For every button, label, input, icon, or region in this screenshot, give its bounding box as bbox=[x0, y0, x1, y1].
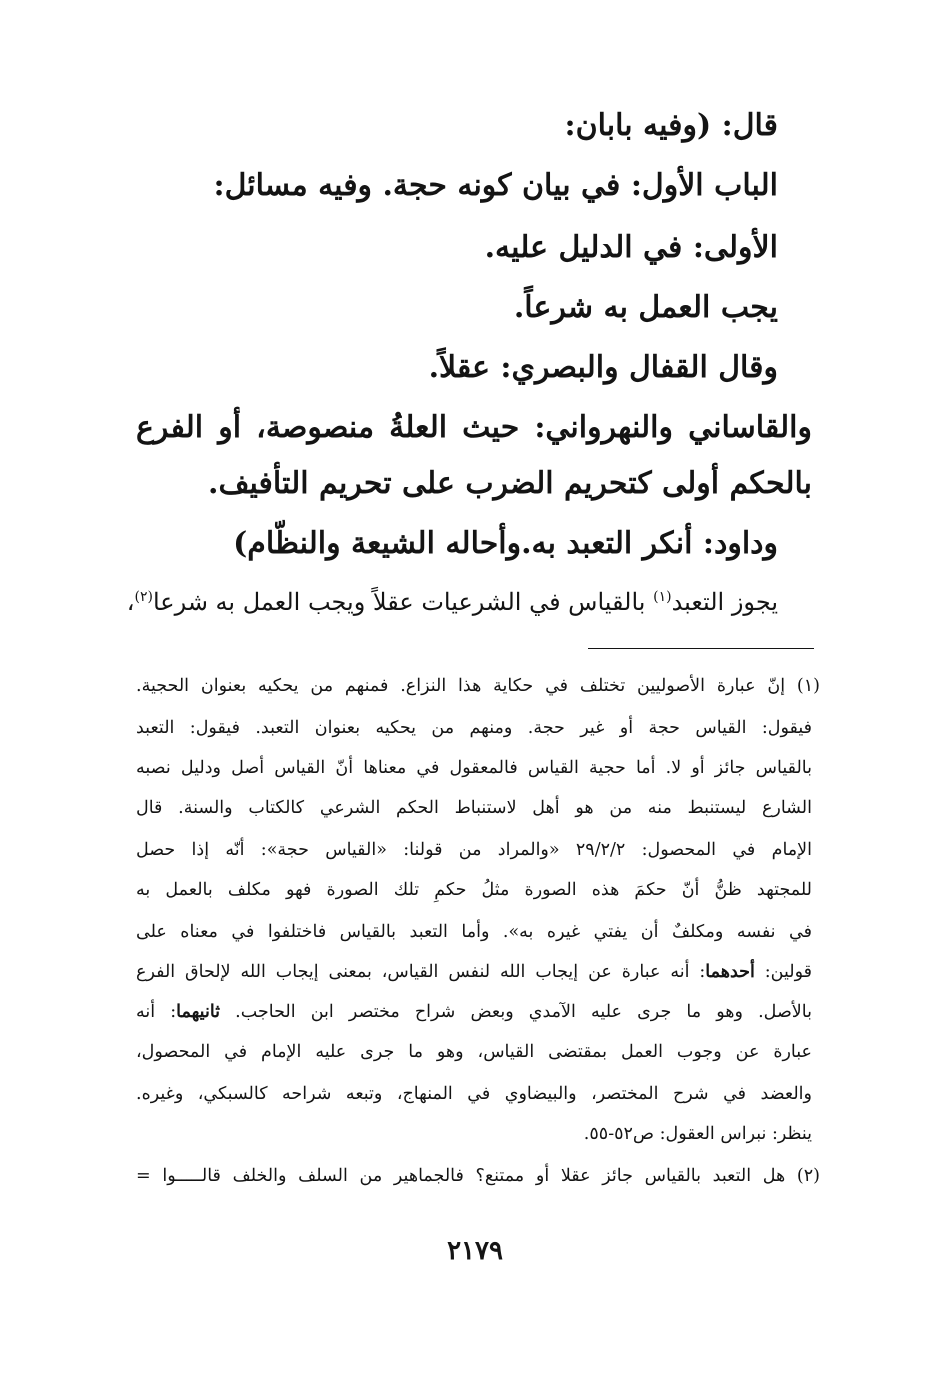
footnote-1-term-first: أحدهما bbox=[705, 962, 755, 982]
footnote-1-line-5: الإمام في المحصول: ٢٩/٢/٢ «والمراد من قولنا: «القياس حجة»: أنّه إذا حصل bbox=[136, 840, 812, 860]
body-text-line bbox=[127, 584, 778, 620]
main-text-line-3: الأولى: في الدليل عليه. bbox=[484, 230, 778, 265]
footnote-1-line-8 bbox=[136, 956, 812, 988]
main-text-line-8: وداود: أنكر التعبد به.وأحاله الشيعة والنظّام) bbox=[233, 526, 778, 561]
footnote-1-line-12: ينظر: نبراس العقول: ص٥٢-٥٥. bbox=[583, 1124, 812, 1144]
main-text-line-5: وقال القفال والبصري: عقلاً. bbox=[428, 350, 778, 385]
footnote-1-line-6: للمجتهد ظنُّ أنّ حكمَ هذه الصورة مثلُ حكمِ تلك الصورة فهو مكلف بالعمل به bbox=[136, 880, 812, 900]
footnote-1-line-10: عبارة عن وجوب العمل بمقتضى القياس، وهو ما جرى عليه الإمام في المحصول، bbox=[136, 1042, 812, 1062]
footnote-1-line-2: فيقول: القياس حجة أو غير حجة. ومنهم من يحكيه بعنوان التعبد. فيقول: التعبد bbox=[136, 718, 812, 738]
footnote-1-line-9 bbox=[136, 996, 812, 1028]
footnote-1-line-4: الشارع ليستنبط منه من هو أهل لاستنباط الحكم الشرعي كالكتاب والسنة. قال bbox=[136, 798, 812, 818]
body-text-part-1: يجوز التعبد bbox=[671, 588, 778, 616]
footnote-1-text-9b: : أنه bbox=[136, 1002, 177, 1022]
footnote-1-text-8b: : أنه عبارة عن إيجاب الله لنفس القياس، بمعنى إيجاب الله لإلحاق الفرع bbox=[136, 962, 706, 982]
main-text-line-4: يجب العمل به شرعاً. bbox=[513, 290, 778, 325]
page-number: ٢١٧٩ bbox=[447, 1236, 503, 1266]
footnote-1-term-second: ثانيهما bbox=[176, 1002, 221, 1022]
footnote-2-line-1 bbox=[136, 1160, 820, 1192]
footnote-ref-1: (١) bbox=[653, 589, 672, 605]
footnote-1-line-7: في نفسه ومكلفٌ أن يفتي غيره به». وأما التعبد بالقياس فاختلفوا في معناه على bbox=[136, 922, 812, 942]
footnote-1-text-9a: بالأصل. وهو ما جرى عليه الآمدي وبعض شراح مختصر ابن الحاجب. bbox=[220, 1002, 812, 1022]
footnote-ref-2: (٢) bbox=[134, 589, 153, 605]
footnote-1-marker: (١) bbox=[796, 676, 820, 696]
main-text-line-6: والقاساني والنهرواني: حيث العلةُ منصوصة، أو الفرع bbox=[136, 410, 812, 445]
footnote-2-marker: (٢) bbox=[796, 1166, 820, 1186]
body-text-part-2: بالقياس في الشرعيات عقلاً ويجب العمل به شرعا bbox=[152, 588, 654, 616]
main-text-line-2: الباب الأول: في بيان كونه حجة. وفيه مسائل: bbox=[213, 168, 778, 203]
footnote-2-text: هل التعبد بالقياس جائز عقلا أو ممتنع؟ فالجماهير من السلف والخلف قالـــــوا = bbox=[136, 1166, 786, 1186]
footnote-separator bbox=[588, 648, 814, 649]
footnote-1-line-1 bbox=[136, 670, 820, 702]
footnote-1-line-11: والعضد في شرح المختصر، والبيضاوي في المنهاج، وتبعه شراحه كالسبكي، وغيره. bbox=[136, 1084, 812, 1104]
footnote-1-line-3: بالقياس جائز أو لا. أما حجية القياس فالمعقول في معناها أنّ القياس أصل ودليل نصبه bbox=[136, 758, 812, 778]
main-text-line-1: قال: (وفيه بابان: bbox=[564, 108, 778, 143]
footnote-1-text-8a: قولين: bbox=[754, 962, 812, 982]
main-text-line-7: بالحكم أولى كتحريم الضرب على تحريم التأفيف. bbox=[208, 466, 812, 501]
footnote-1-text-1: إنّ عبارة الأصوليين تختلف في حكاية هذا النزاع. فمنهم من يحكيه بعنوان الحجية. bbox=[136, 676, 786, 696]
body-text-part-3: ، bbox=[126, 588, 135, 616]
